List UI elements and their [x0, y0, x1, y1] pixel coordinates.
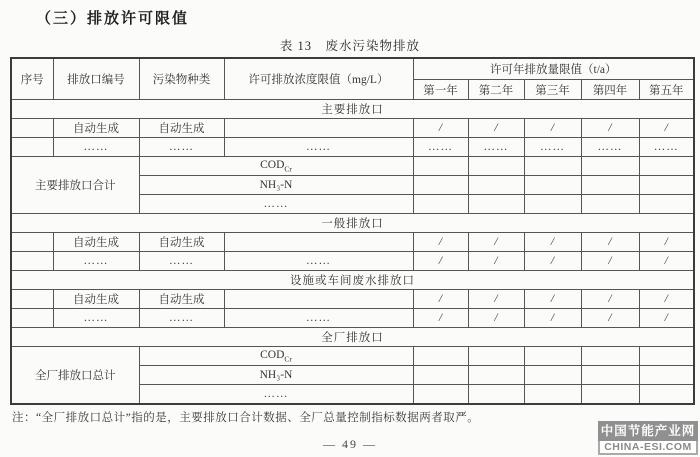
year-value-cell [468, 385, 524, 405]
year-value-cell: / [468, 119, 524, 138]
year-value-cell [524, 176, 581, 195]
year-value-cell [468, 157, 524, 176]
pollutant-cell: …… [139, 138, 224, 157]
year-value-cell: / [468, 252, 524, 271]
outlet-cell: …… [53, 138, 139, 157]
wastewater-discharge-table [10, 57, 695, 405]
pollutant-cell [139, 347, 413, 366]
table-row [11, 271, 694, 290]
year-value-cell [639, 366, 694, 385]
year-value-cell [524, 385, 581, 405]
year-value-cell [413, 195, 468, 214]
year-value-cell: / [524, 252, 581, 271]
year-value-cell [639, 347, 694, 366]
col-header-seq: 序号 [11, 58, 53, 100]
year-value-cell: / [468, 290, 524, 309]
seq-cell [11, 119, 53, 138]
table-row [11, 119, 694, 138]
table-title: 表 13 废水污染物排放 [279, 39, 421, 53]
conc-limit-cell [224, 119, 413, 138]
year-value-cell: / [413, 119, 468, 138]
year-value-cell [413, 366, 468, 385]
col-header-year-1: 第一年 [413, 80, 468, 100]
table-row [11, 214, 694, 233]
year-value-cell [639, 157, 694, 176]
total-label-cell: 全厂排放口总计 [11, 347, 139, 405]
pollutant-cell: 自动生成 [139, 119, 224, 138]
seq-cell [11, 233, 53, 252]
conc-limit-cell: …… [224, 252, 413, 271]
year-value-cell: / [639, 233, 694, 252]
year-value-cell [413, 176, 468, 195]
table-row [11, 100, 694, 119]
year-value-cell: / [581, 252, 639, 271]
outlet-cell: …… [53, 309, 139, 328]
year-value-cell [413, 157, 468, 176]
year-value-cell: …… [524, 138, 581, 157]
page-number: — 49 — [323, 437, 377, 451]
pollutant-cell: NH₃-N [139, 366, 413, 385]
outlet-cell: 自动生成 [53, 233, 139, 252]
table-row [11, 252, 694, 271]
pollutant-cell: …… [139, 385, 413, 405]
table-row [11, 290, 694, 309]
year-value-cell: / [524, 119, 581, 138]
outlet-cell: …… [53, 252, 139, 271]
outlet-cell: 自动生成 [53, 290, 139, 309]
conc-limit-cell: …… [224, 138, 413, 157]
pollutant-name: COD [260, 348, 285, 361]
year-value-cell: / [413, 290, 468, 309]
seq-cell [11, 252, 53, 271]
year-value-cell [524, 195, 581, 214]
col-header-year-2: 第二年 [468, 80, 524, 100]
year-value-cell: / [413, 309, 468, 328]
conc-limit-cell [224, 290, 413, 309]
section-header-cell: 主要排放口 [11, 100, 694, 119]
pollutant-cell: …… [139, 252, 224, 271]
year-value-cell: / [581, 119, 639, 138]
year-value-cell [581, 195, 639, 214]
conc-limit-cell [224, 233, 413, 252]
col-header-year-4: 第四年 [581, 80, 639, 100]
year-value-cell [468, 347, 524, 366]
table-row [11, 309, 694, 328]
table-footnote: 注：“全厂排放口总计”指的是，主要排放口合计数据、全厂总量控制指标数据两者取严。 [12, 412, 480, 424]
pollutant-cell: 自动生成 [139, 233, 224, 252]
watermark-site-name: 中国节能产业网 [598, 421, 698, 441]
table-row [11, 233, 694, 252]
pollutant-name: COD [260, 158, 285, 171]
year-value-cell [413, 385, 468, 405]
year-value-cell: / [639, 290, 694, 309]
year-value-cell: / [639, 119, 694, 138]
outlet-cell: 自动生成 [53, 119, 139, 138]
year-value-cell: / [524, 290, 581, 309]
section-header-cell: 全厂排放口 [11, 328, 694, 347]
year-value-cell [639, 385, 694, 405]
col-header-annual-limit-group: 许可年排放量限值（t/a） [413, 58, 694, 80]
year-value-cell [468, 366, 524, 385]
year-value-cell: …… [413, 138, 468, 157]
year-value-cell [581, 347, 639, 366]
pollutant-cell: 自动生成 [139, 290, 224, 309]
year-value-cell [524, 347, 581, 366]
conc-limit-cell: …… [224, 309, 413, 328]
table-row [11, 328, 694, 347]
year-value-cell: / [639, 252, 694, 271]
pollutant-cell: …… [139, 309, 224, 328]
year-value-cell [524, 157, 581, 176]
year-value-cell: / [581, 290, 639, 309]
year-value-cell [581, 366, 639, 385]
pollutant-cell [139, 157, 413, 176]
section-heading: （三）排放许可限值 [36, 11, 190, 27]
seq-cell [11, 309, 53, 328]
year-value-cell: / [413, 233, 468, 252]
watermark-logo [598, 421, 698, 455]
seq-cell [11, 290, 53, 309]
section-header-cell: 一般排放口 [11, 214, 694, 233]
year-value-cell [581, 176, 639, 195]
table-row [11, 157, 694, 176]
year-value-cell: …… [581, 138, 639, 157]
year-value-cell: / [468, 233, 524, 252]
section-header-cell: 设施或车间废水排放口 [11, 271, 694, 290]
table-row [11, 138, 694, 157]
year-value-cell [468, 176, 524, 195]
year-value-cell [468, 195, 524, 214]
year-value-cell: / [468, 309, 524, 328]
pollutant-cell: …… [139, 195, 413, 214]
table-row [11, 347, 694, 366]
year-value-cell: / [639, 309, 694, 328]
year-value-cell: / [581, 309, 639, 328]
col-header-outlet-no: 排放口编号 [53, 58, 139, 100]
header-row-1 [11, 58, 694, 80]
year-value-cell [639, 195, 694, 214]
year-value-cell [581, 385, 639, 405]
pollutant-cell: NH₃-N [139, 176, 413, 195]
year-value-cell [639, 176, 694, 195]
col-header-year-3: 第三年 [524, 80, 581, 100]
year-value-cell [524, 366, 581, 385]
pollutant-subscript: Cr [284, 164, 292, 174]
year-value-cell: / [413, 252, 468, 271]
year-value-cell: …… [468, 138, 524, 157]
year-value-cell: …… [639, 138, 694, 157]
year-value-cell: / [524, 233, 581, 252]
year-value-cell [581, 157, 639, 176]
year-value-cell: / [581, 233, 639, 252]
col-header-pollutant-type: 污染物种类 [139, 58, 224, 100]
total-label-cell: 主要排放口合计 [11, 157, 139, 214]
year-value-cell [413, 347, 468, 366]
seq-cell [11, 138, 53, 157]
col-header-year-5: 第五年 [639, 80, 694, 100]
watermark-site-url: CHINA-ESI.COM [598, 441, 698, 455]
year-value-cell: / [524, 309, 581, 328]
col-header-conc-limit: 许可排放浓度限值（mg/L） [224, 58, 413, 100]
pollutant-subscript: Cr [284, 354, 292, 364]
